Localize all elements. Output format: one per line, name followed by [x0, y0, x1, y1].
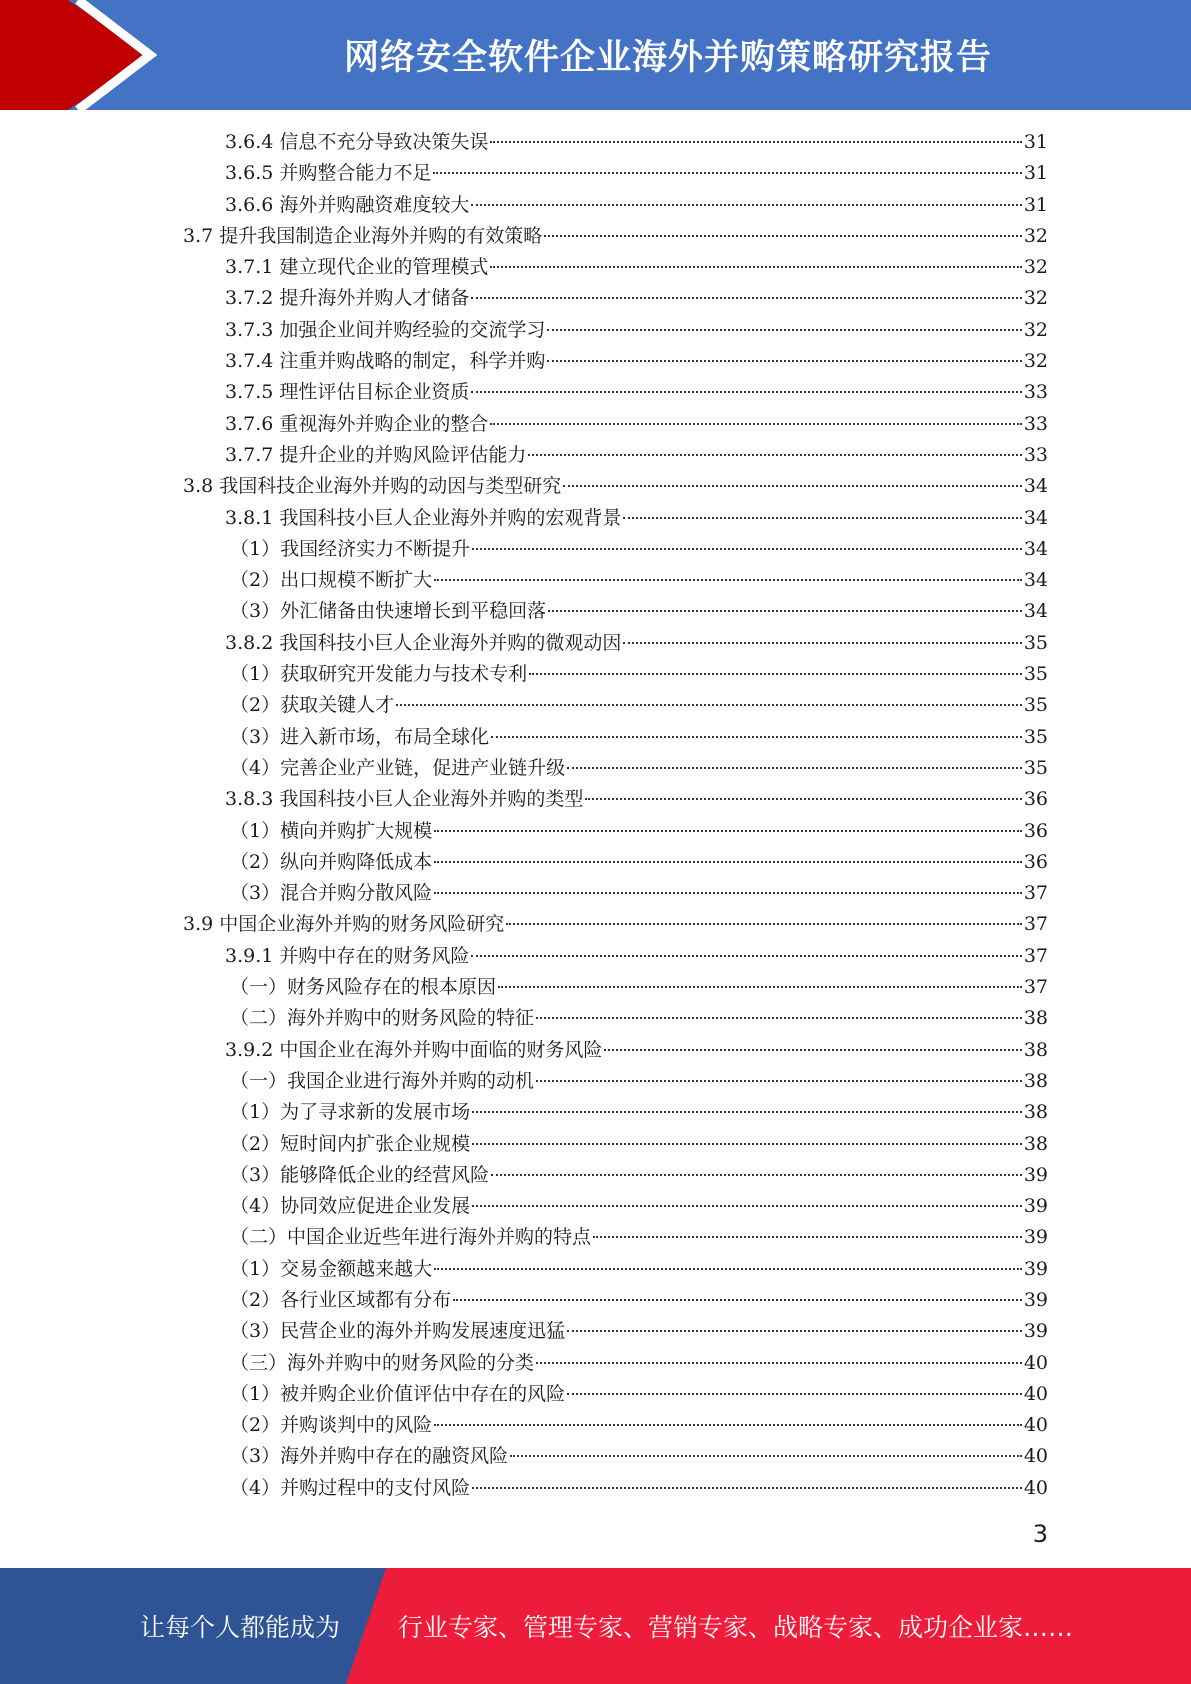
toc-entry-title: （3）能够降低企业的经营风险 — [230, 1163, 490, 1186]
toc-entry-title: （1）我国经济实力不断提升 — [230, 537, 471, 560]
toc-entry[interactable] — [225, 941, 1048, 972]
toc-dot-leader — [585, 798, 1021, 800]
toc-entry-page: 39 — [1023, 1288, 1048, 1311]
toc-entry[interactable] — [230, 1473, 1048, 1504]
toc-dot-leader — [434, 1268, 1022, 1270]
toc-entry-page: 37 — [1023, 976, 1048, 999]
toc-dot-leader — [490, 423, 1021, 425]
toc-dot-leader — [623, 642, 1021, 644]
toc-dot-leader — [472, 1143, 1022, 1145]
toc-entry-title: 3.7.3 加强企业间并购经验的交流学习 — [225, 318, 546, 341]
toc-entry-page: 38 — [1023, 1007, 1048, 1030]
page-footer — [0, 1568, 1191, 1684]
toc-entry-page: 38 — [1023, 1069, 1048, 1092]
toc-entry[interactable] — [230, 722, 1048, 753]
toc-entry-title: （2）短时间内扩张企业规模 — [230, 1132, 471, 1155]
toc-entry[interactable] — [230, 1379, 1048, 1410]
footer-slogan: 让每个人都能成为 — [140, 1613, 341, 1642]
toc-dot-leader — [536, 1017, 1022, 1019]
toc-entry[interactable] — [230, 1316, 1048, 1347]
toc-entry[interactable] — [225, 784, 1048, 815]
page-header — [0, 0, 1191, 110]
toc-entry-title: （一）财务风险存在的根本原因 — [230, 976, 497, 999]
toc-entry-page: 40 — [1023, 1445, 1048, 1468]
toc-entry[interactable] — [225, 283, 1048, 314]
toc-entry[interactable] — [225, 158, 1048, 189]
toc-dot-leader — [536, 1362, 1022, 1364]
toc-entry-page: 38 — [1023, 1101, 1048, 1124]
toc-dot-leader — [623, 517, 1021, 519]
toc-entry[interactable] — [230, 1003, 1048, 1034]
toc-dot-leader — [567, 767, 1022, 769]
toc-entry-page: 31 — [1023, 131, 1048, 153]
toc-dot-leader — [434, 892, 1022, 894]
toc-entry-page: 32 — [1023, 287, 1048, 310]
toc-entry-page: 37 — [1023, 882, 1048, 905]
toc-entry-page: 36 — [1023, 850, 1048, 873]
toc-entry-title: （3）进入新市场，布局全球化 — [230, 725, 490, 748]
toc-dot-leader — [472, 1487, 1022, 1489]
toc-entry-title: 3.7.5 理性评估目标企业资质 — [225, 381, 470, 404]
document-title: 网络安全软件企业海外并购策略研究报告 — [343, 38, 992, 78]
toc-entry-page: 32 — [1023, 256, 1048, 279]
toc-entry-title: （二）中国企业近些年进行海外并购的特点 — [230, 1226, 592, 1249]
toc-entry[interactable] — [225, 190, 1048, 221]
toc-entry[interactable] — [230, 1441, 1048, 1472]
toc-entry[interactable] — [230, 1254, 1048, 1285]
toc-entry[interactable] — [230, 1191, 1048, 1222]
toc-entry-title: （三）海外并购中的财务风险的分类 — [230, 1351, 535, 1374]
toc-entry-title: （1）交易金额越来越大 — [230, 1257, 433, 1280]
toc-dot-leader — [567, 1330, 1022, 1332]
toc-entry[interactable] — [225, 440, 1048, 471]
toc-entry[interactable] — [230, 1410, 1048, 1441]
toc-dot-leader — [604, 1049, 1021, 1051]
toc-dot-leader — [490, 266, 1021, 268]
toc-dot-leader — [396, 704, 1022, 706]
toc-dot-leader — [434, 1424, 1022, 1426]
toc-entry-page: 35 — [1023, 663, 1048, 686]
toc-entry-title: 3.7.7 提升企业的并购风险评估能力 — [225, 443, 527, 466]
toc-entry-page: 35 — [1023, 631, 1048, 654]
toc-entry-page: 35 — [1023, 725, 1048, 748]
toc-entry-title: （3）外汇储备由快速增长到平稳回落 — [230, 600, 547, 623]
toc-entry[interactable] — [230, 972, 1048, 1003]
toc-entry-page: 36 — [1023, 819, 1048, 842]
toc-dot-leader — [434, 861, 1022, 863]
toc-entry[interactable] — [230, 1097, 1048, 1128]
toc-entry-page: 39 — [1023, 1257, 1048, 1280]
toc-entry[interactable] — [225, 377, 1048, 408]
toc-entry-title: 3.8.3 我国科技小巨人企业海外并购的类型 — [225, 788, 584, 811]
toc-entry-title: （3）海外并购中存在的融资风险 — [230, 1445, 509, 1468]
toc-entry-page: 34 — [1023, 569, 1048, 592]
toc-dot-leader — [471, 955, 1021, 957]
toc-entry-page: 32 — [1023, 350, 1048, 373]
table-of-contents — [0, 127, 1191, 1504]
toc-entry-page: 39 — [1023, 1163, 1048, 1186]
toc-entry-title: （4）并购过程中的支付风险 — [230, 1476, 471, 1499]
toc-entry[interactable] — [183, 471, 1048, 502]
toc-dot-leader — [472, 1205, 1022, 1207]
toc-entry[interactable] — [225, 628, 1048, 659]
toc-dot-leader — [544, 235, 1022, 237]
toc-entry-page: 33 — [1023, 381, 1048, 404]
toc-entry[interactable] — [230, 565, 1048, 596]
toc-entry-page: 34 — [1023, 600, 1048, 623]
toc-entry-title: （3）混合并购分散风险 — [230, 882, 433, 905]
toc-entry[interactable] — [230, 1222, 1048, 1253]
toc-dot-leader — [498, 986, 1022, 988]
toc-entry-title: 3.6.6 海外并购融资难度较大 — [225, 193, 470, 216]
toc-entry[interactable] — [230, 1285, 1048, 1316]
toc-entry-page: 31 — [1023, 193, 1048, 216]
toc-entry[interactable] — [230, 878, 1048, 909]
toc-entry[interactable] — [225, 252, 1048, 283]
toc-entry-title: 3.7.6 重视海外并购企业的整合 — [225, 412, 489, 435]
toc-entry[interactable] — [230, 847, 1048, 878]
toc-entry-title: （2）获取关键人才 — [230, 694, 395, 717]
toc-entry[interactable] — [225, 315, 1048, 346]
toc-entry-page: 40 — [1023, 1414, 1048, 1437]
toc-entry-page: 34 — [1023, 537, 1048, 560]
toc-dot-leader — [471, 391, 1021, 393]
footer-tagline: 行业专家、管理专家、营销专家、战略专家、成功企业家…… — [398, 1613, 1074, 1642]
toc-entry-title: 3.7.1 建立现代企业的管理模式 — [225, 256, 489, 279]
toc-entry-page: 40 — [1023, 1476, 1048, 1499]
toc-entry-page: 40 — [1023, 1382, 1048, 1405]
page-number: 3 — [1032, 1520, 1048, 1548]
toc-dot-leader — [593, 1236, 1022, 1238]
toc-entry-title: （1）获取研究开发能力与技术专利 — [230, 663, 528, 686]
toc-entry-page: 35 — [1023, 756, 1048, 779]
toc-entry[interactable] — [230, 690, 1048, 721]
toc-entry-title: （2）各行业区域都有分布 — [230, 1288, 452, 1311]
toc-dot-leader — [528, 454, 1021, 456]
toc-entry-page: 36 — [1023, 788, 1048, 811]
toc-entry[interactable] — [225, 409, 1048, 440]
toc-entry[interactable] — [230, 659, 1048, 690]
toc-entry-title: （1）为了寻求新的发展市场 — [230, 1101, 471, 1124]
header-arrow-decoration — [0, 0, 160, 110]
toc-entry-title: 3.7.4 注重并购战略的制定，科学并购 — [225, 350, 546, 373]
toc-entry-page: 37 — [1023, 944, 1048, 967]
toc-entry-title: （二）海外并购中的财务风险的特征 — [230, 1007, 535, 1030]
toc-entry-title: 3.8.2 我国科技小巨人企业海外并购的微观动因 — [225, 631, 622, 654]
toc-dot-leader — [472, 548, 1022, 550]
toc-dot-leader — [548, 610, 1022, 612]
toc-dot-leader — [536, 1080, 1022, 1082]
toc-entry-title: （3）民营企业的海外并购发展速度迅猛 — [230, 1320, 566, 1343]
toc-dot-leader — [506, 923, 1022, 925]
toc-dot-leader — [547, 329, 1021, 331]
toc-entry-title: （1）横向并购扩大规模 — [230, 819, 433, 842]
toc-dot-leader — [567, 1393, 1022, 1395]
toc-entry-page: 38 — [1023, 1038, 1048, 1061]
toc-entry-title: （1）被并购企业价值评估中存在的风险 — [230, 1382, 566, 1405]
toc-dot-leader — [434, 579, 1022, 581]
toc-entry-title: 3.8 我国科技企业海外并购的动因与类型研究 — [183, 475, 562, 498]
toc-dot-leader — [471, 204, 1021, 206]
toc-entry[interactable] — [225, 346, 1048, 377]
toc-entry[interactable] — [225, 1035, 1048, 1066]
toc-dot-leader — [490, 141, 1021, 143]
toc-entry-page: 34 — [1023, 506, 1048, 529]
toc-entry-title: 3.9.2 中国企业在海外并购中面临的财务风险 — [225, 1038, 603, 1061]
toc-entry[interactable] — [230, 596, 1048, 627]
toc-entry[interactable] — [225, 127, 1048, 158]
toc-entry-page: 39 — [1023, 1195, 1048, 1218]
toc-entry-page: 35 — [1023, 694, 1048, 717]
toc-entry[interactable] — [230, 816, 1048, 847]
toc-entry-title: 3.7 提升我国制造企业海外并购的有效策略 — [183, 224, 543, 247]
toc-dot-leader — [433, 172, 1021, 174]
toc-dot-leader — [563, 485, 1022, 487]
toc-entry-page: 33 — [1023, 412, 1048, 435]
toc-dot-leader — [491, 1174, 1022, 1176]
toc-dot-leader — [472, 1111, 1022, 1113]
toc-entry-page: 39 — [1023, 1226, 1048, 1249]
toc-entry-page: 31 — [1023, 162, 1048, 185]
toc-entry[interactable] — [230, 534, 1048, 565]
toc-entry-page: 38 — [1023, 1132, 1048, 1155]
toc-entry-title: 3.6.4 信息不充分导致决策失误 — [225, 131, 489, 153]
toc-entry-title: （4）完善企业产业链，促进产业链升级 — [230, 756, 566, 779]
toc-dot-leader — [471, 297, 1021, 299]
toc-entry[interactable] — [230, 753, 1048, 784]
toc-entry[interactable] — [230, 1348, 1048, 1379]
toc-entry-page: 37 — [1023, 913, 1048, 936]
toc-entry-title: （2）纵向并购降低成本 — [230, 850, 433, 873]
toc-entry[interactable] — [183, 221, 1048, 252]
toc-entry-title: （2）并购谈判中的风险 — [230, 1414, 433, 1437]
toc-entry[interactable] — [225, 503, 1048, 534]
toc-entry-title: （一）我国企业进行海外并购的动机 — [230, 1069, 535, 1092]
toc-dot-leader — [547, 360, 1021, 362]
toc-dot-leader — [453, 1299, 1022, 1301]
toc-dot-leader — [491, 736, 1022, 738]
toc-dot-leader — [434, 830, 1022, 832]
toc-entry-page: 34 — [1023, 475, 1048, 498]
toc-entry[interactable] — [230, 1066, 1048, 1097]
toc-entry-page: 33 — [1023, 443, 1048, 466]
toc-entry-page: 39 — [1023, 1320, 1048, 1343]
toc-entry[interactable] — [230, 1160, 1048, 1191]
toc-entry-title: （2）出口规模不断扩大 — [230, 569, 433, 592]
toc-entry-page: 32 — [1023, 318, 1048, 341]
toc-entry-title: 3.9.1 并购中存在的财务风险 — [225, 944, 470, 967]
toc-entry-title: 3.8.1 我国科技小巨人企业海外并购的宏观背景 — [225, 506, 622, 529]
toc-entry[interactable] — [230, 1129, 1048, 1160]
toc-entry-title: （4）协同效应促进企业发展 — [230, 1195, 471, 1218]
toc-dot-leader — [529, 673, 1022, 675]
toc-entry-page: 40 — [1023, 1351, 1048, 1374]
toc-entry[interactable] — [183, 909, 1048, 940]
toc-entry-title: 3.9 中国企业海外并购的财务风险研究 — [183, 913, 505, 936]
toc-entry-title: 3.6.5 并购整合能力不足 — [225, 162, 432, 185]
toc-entry-page: 32 — [1023, 224, 1048, 247]
toc-dot-leader — [510, 1455, 1022, 1457]
toc-entry-title: 3.7.2 提升海外并购人才储备 — [225, 287, 470, 310]
